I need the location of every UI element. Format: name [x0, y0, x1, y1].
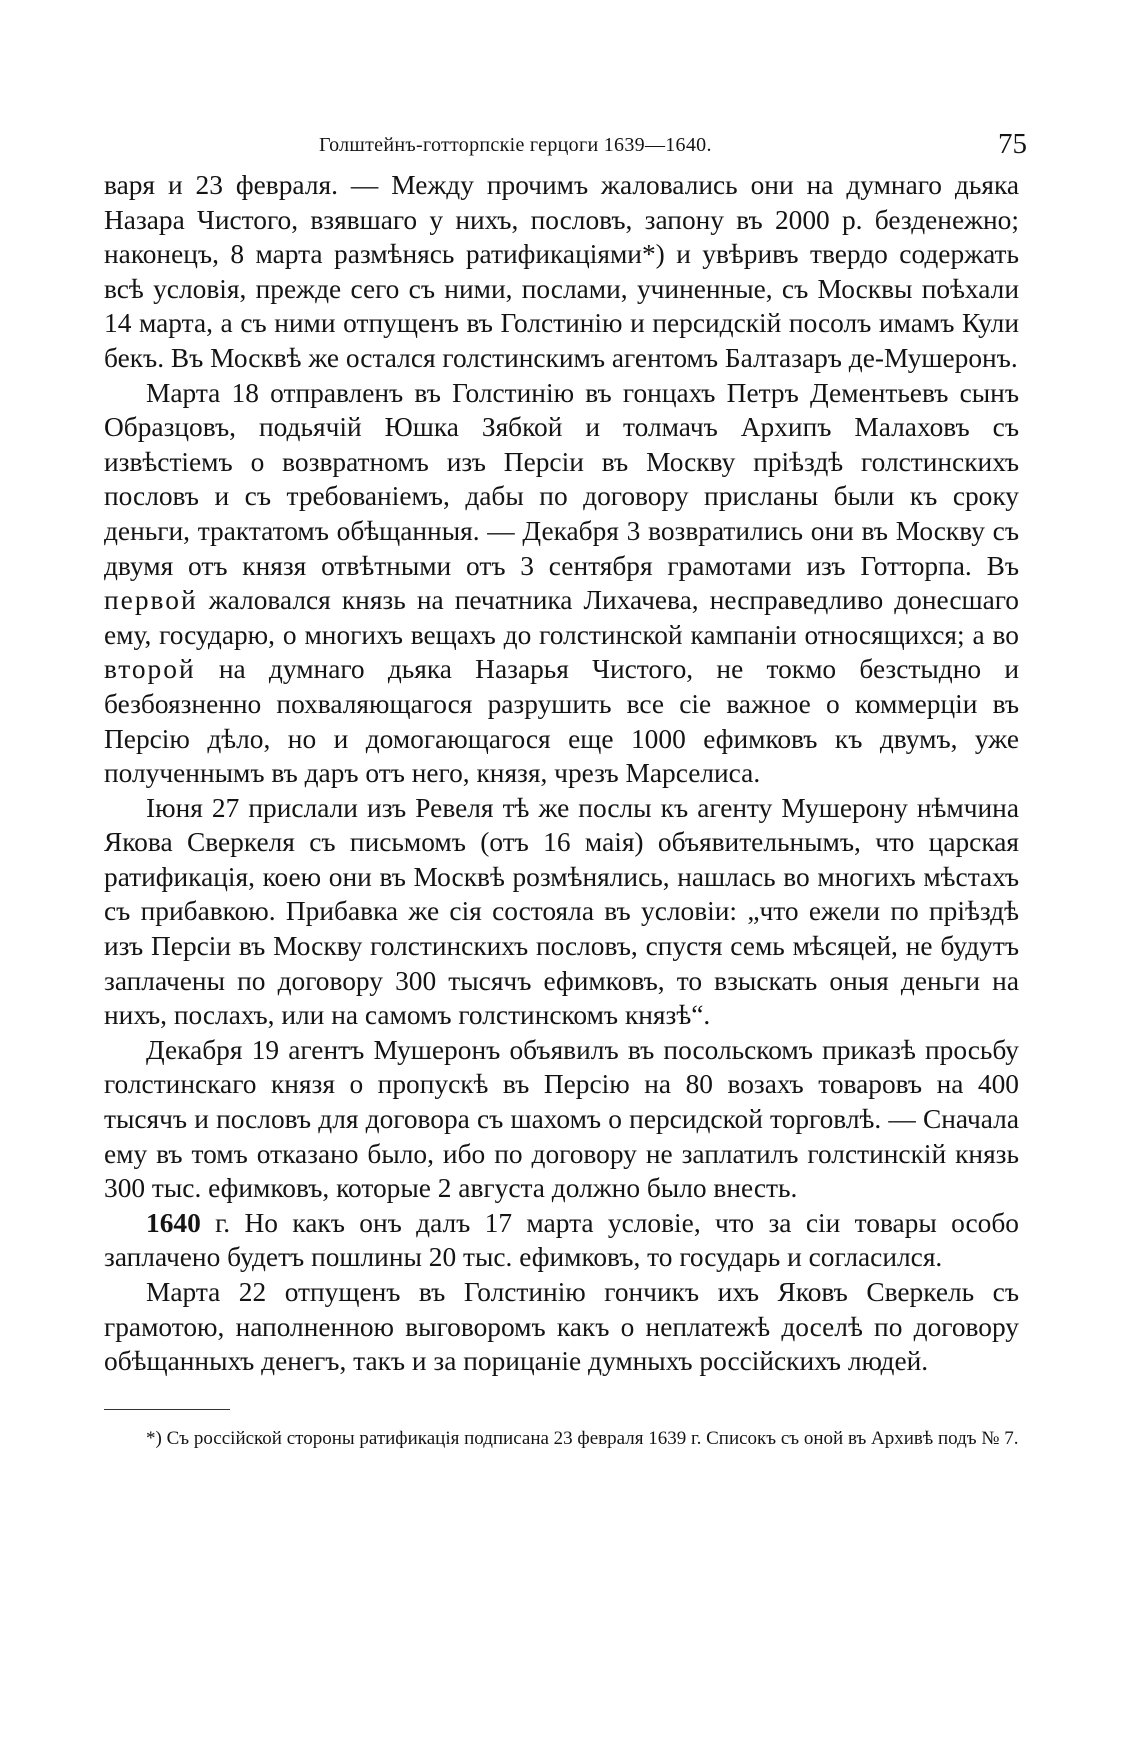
running-head: [104, 128, 1027, 162]
paragraph-2-part-a: Марта 18 отправленъ въ Голстинію въ гонцахъ Петръ Дементьевъ сынъ Образцовъ, подьячій Юшка Зябкой и толмачъ Архипъ Малаховъ съ извѣстіемъ о возвратномъ изъ Персіи въ Москву пріѣздѣ голстинскихъ пословъ и съ требованіемъ, дабы по договору присланы были къ сроку деньги, трактатомъ обѣщанныя. — Декабря 3 возвратились они въ Москву съ двумя отъ князя отвѣтными отъ 3 сентября грамотами изъ Готторпа. Въ: [104, 377, 1019, 581]
emphasis-first: первой: [104, 585, 198, 616]
paragraph-2-part-b: жаловался князь на печатника Лихачева, несправедливо донесшаго ему, государю, о многихъ вещахъ до голстинской кампаніи относящихся; а во: [104, 585, 1019, 650]
page-number: 75: [998, 128, 1027, 160]
footnote-rule: [104, 1409, 230, 1410]
paragraph-2-part-c: на думнаго дьяка Назарья Чистого, не токмо безстыдно и безбоязненно похваляющагося разрушить все сіе важное о коммерціи въ Персію дѣло, но и домогающагося еще 1000 ефимковъ къ двумъ, уже полученнымъ въ даръ отъ него, князя, чрезъ Марселиса.: [104, 654, 1019, 789]
paragraph-6: Марта 22 отпущенъ въ Голстинію гончикъ ихъ Яковъ Сверкель съ грамотою, наполненною выговоромъ какъ о неплатежѣ доселѣ по договору обѣщанныхъ денегъ, такъ и за порицаніе думныхъ россійскихъ людей.: [104, 1277, 1019, 1377]
paragraph-4: Декабря 19 агентъ Мушеронъ объявилъ въ посольскомъ приказѣ просьбу голстинскаго князя о пропускѣ въ Персію на 80 возахъ товаровъ на 400 тысячъ и пословъ для договора съ шахомъ о персидской торговлѣ. — Сначала ему въ томъ отказано было, ибо по договору не заплатилъ голстинскій князь 300 тыс. ефимковъ, которые 2 августа должно было внесть.: [104, 1034, 1019, 1204]
body-text: [104, 168, 1019, 1379]
footnote: *) Съ россійской стороны ратификація подписана 23 февраля 1639 г. Списокъ съ оной въ Архивѣ подъ № 7.: [146, 1427, 1019, 1449]
paragraph-1: варя и 23 февраля. — Между прочимъ жаловались они на думнаго дьяка Назара Чистого, взявшаго у нихъ, пословъ, запону въ 2000 р. безденежно; наконецъ, 8 марта размѣнясь ратификаціями*) и увѣривъ твердо содержать всѣ условія, прежде сего съ ними, послами, учиненные, съ Москвы поѣхали 14 марта, а съ ними отпущенъ въ Голстинію и персидскій посолъ имамъ Кули бекъ. Въ Москвѣ же остался голстинскимъ агентомъ Балтазаръ де-Мушеронъ.: [104, 170, 1019, 373]
year-marker: 1640: [146, 1207, 201, 1238]
paragraph-2: [104, 376, 1019, 791]
running-title: Голштейнъ-готторпскіе герцоги 1639—1640.: [319, 134, 712, 156]
paragraph-5-text: г. Но какъ онъ далъ 17 марта условіе, что за сіи товары особо заплачено будетъ пошлины 20 тыс. ефимковъ, то государь и согласился.: [104, 1207, 1019, 1273]
emphasis-second: второй: [104, 654, 196, 685]
paragraph-5: [104, 1206, 1019, 1275]
paragraph-3: Іюня 27 прислали изъ Ревеля тѣ же послы къ агенту Мушерону нѣмчина Якова Сверкеля съ письмомъ (отъ 16 маія) объявительнымъ, что царская ратификація, коею они въ Москвѣ розмѣнялись, нашлась во многихъ мѣстахъ съ прибавкою. Прибавка же сія состояла въ условіи: „что ежели по пріѣздѣ изъ Персіи въ Москву голстинскихъ пословъ, спустя семь мѣсяцей, не будутъ заплачены по договору 300 тысячъ ефимковъ, то взыскать оныя деньги на нихъ, послахъ, или на самомъ голстинскомъ князѣ“.: [104, 792, 1019, 1031]
